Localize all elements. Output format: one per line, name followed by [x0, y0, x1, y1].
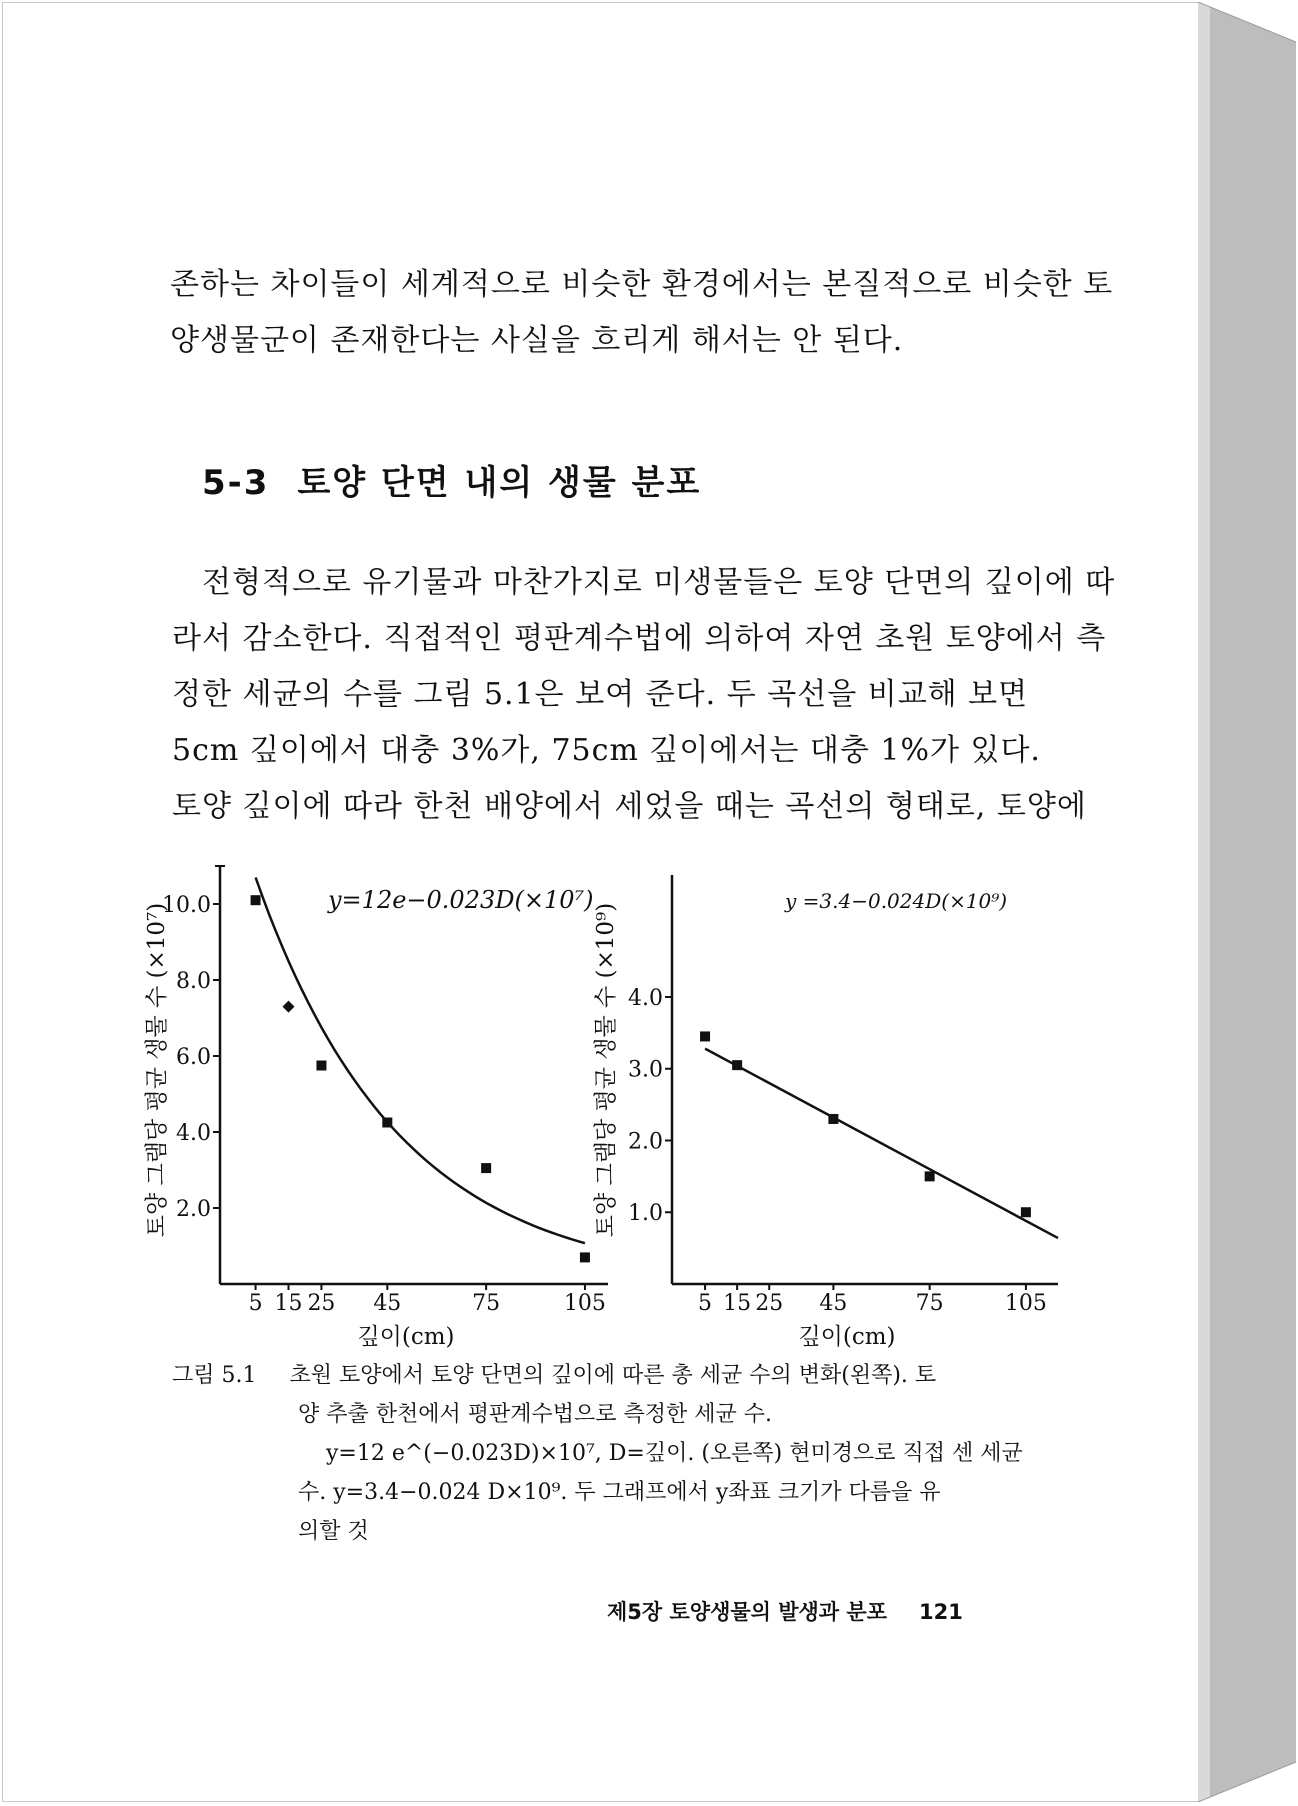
fit-line: [705, 1049, 1058, 1238]
paragraph1-line2: 양생물군이 존재한다는 사실을 흐리게 해서는 안 된다.: [170, 323, 904, 358]
section-title: 토양 단면 내의 생물 분포: [297, 463, 702, 503]
footer-chapter: 제5장 토양생물의 발생과 분포: [607, 1600, 887, 1624]
x-axis-label: 깊이(cm): [357, 1324, 455, 1350]
caption-line2: 양 추출 한천에서 평판계수법으로 측정한 세균 수.: [298, 1402, 772, 1427]
caption-line3: y=12 e^(−0.023D)×10⁷, D=깊이. (오른쪽) 현미경으로 직접 센 세균: [326, 1441, 1023, 1466]
left-chart: [144, 866, 608, 1350]
fit-curve: [256, 878, 585, 1244]
x-tick-label: 105: [1004, 1291, 1047, 1316]
paragraph2-line1: 전형적으로 유기물과 마찬가지로 미생물들은 토양 단면의 깊이에 따: [202, 565, 1116, 600]
paragraph2-line2: 라서 감소한다. 직접적인 평판계수법에 의하여 자연 초원 토양에서 측: [172, 621, 1107, 656]
data-point: [580, 1252, 590, 1262]
y-tick-label: 2.0: [176, 1197, 211, 1222]
x-tick-label: 25: [307, 1291, 336, 1316]
caption-line5: 의할 것: [298, 1519, 369, 1544]
x-tick-label: 75: [915, 1291, 944, 1316]
data-point: [700, 1031, 710, 1041]
data-point: [283, 1001, 295, 1013]
y-tick-label: 1.0: [628, 1201, 663, 1227]
section-number: 5-3: [202, 463, 270, 503]
y-tick-label: 4.0: [176, 1121, 211, 1146]
data-point: [828, 1114, 838, 1124]
x-tick-label: 75: [472, 1291, 501, 1316]
paragraph2-line3: 정한 세균의 수를 그림 5.1은 보여 준다. 두 곡선을 비교해 보면: [172, 677, 1029, 712]
y-tick-label: 10.0: [162, 893, 211, 918]
data-point: [925, 1171, 935, 1181]
x-tick-label: 5: [698, 1291, 713, 1316]
x-tick-label: 25: [755, 1291, 784, 1316]
paragraph1-line1: 존하는 차이들이 세계적으로 비슷한 환경에서는 본질적으로 비슷한 토: [170, 267, 1114, 302]
data-point: [481, 1163, 491, 1173]
data-point: [1021, 1207, 1031, 1217]
y-tick-label: 2.0: [628, 1129, 663, 1155]
caption-line1: 초원 토양에서 토양 단면의 깊이에 따른 총 세균 수의 변화(왼쪽). 토: [289, 1363, 937, 1388]
x-axis-label: 깊이(cm): [798, 1324, 896, 1350]
y-tick-label: 8.0: [176, 969, 211, 994]
x-tick-label: 15: [274, 1291, 303, 1316]
data-point: [316, 1061, 326, 1071]
data-point: [732, 1060, 742, 1070]
paragraph2-line4: 5cm 깊이에서 대충 3%가, 75cm 깊이에서는 대충 1%가 있다.: [172, 733, 1041, 768]
y-axis-label: 토양 그램당 평균 생물 수 (×10⁹): [593, 902, 619, 1238]
equation-label: y=12e−0.023D(×10⁷): [328, 886, 594, 914]
x-tick-label: 5: [248, 1291, 263, 1316]
data-point: [382, 1118, 392, 1128]
x-tick-label: 45: [819, 1291, 848, 1316]
paragraph2-line5: 토양 깊이에 따라 한천 배양에서 세었을 때는 곡선의 형태로, 토양에: [172, 789, 1087, 824]
x-tick-label: 15: [723, 1291, 752, 1316]
x-tick-label: 45: [373, 1291, 402, 1316]
figure-caption: [172, 1356, 1023, 1551]
y-axis-label: 토양 그램당 평균 생물 수 (×10⁷): [144, 902, 170, 1238]
caption-line4: 수. y=3.4−0.024 D×10⁹. 두 그래프에서 y좌표 크기가 다름을 유: [298, 1480, 941, 1505]
running-footer: [607, 1596, 963, 1626]
y-tick-label: 6.0: [176, 1045, 211, 1070]
equation-label: y =3.4−0.024D(×10⁹): [785, 889, 1008, 913]
y-tick-label: 4.0: [628, 985, 663, 1011]
right-chart: [593, 875, 1058, 1350]
y-tick-label: 3.0: [628, 1057, 663, 1083]
x-tick-label: 105: [563, 1291, 606, 1316]
page-number: 121: [918, 1600, 963, 1624]
caption-label: 그림 5.1: [172, 1363, 257, 1388]
data-point: [251, 895, 261, 905]
